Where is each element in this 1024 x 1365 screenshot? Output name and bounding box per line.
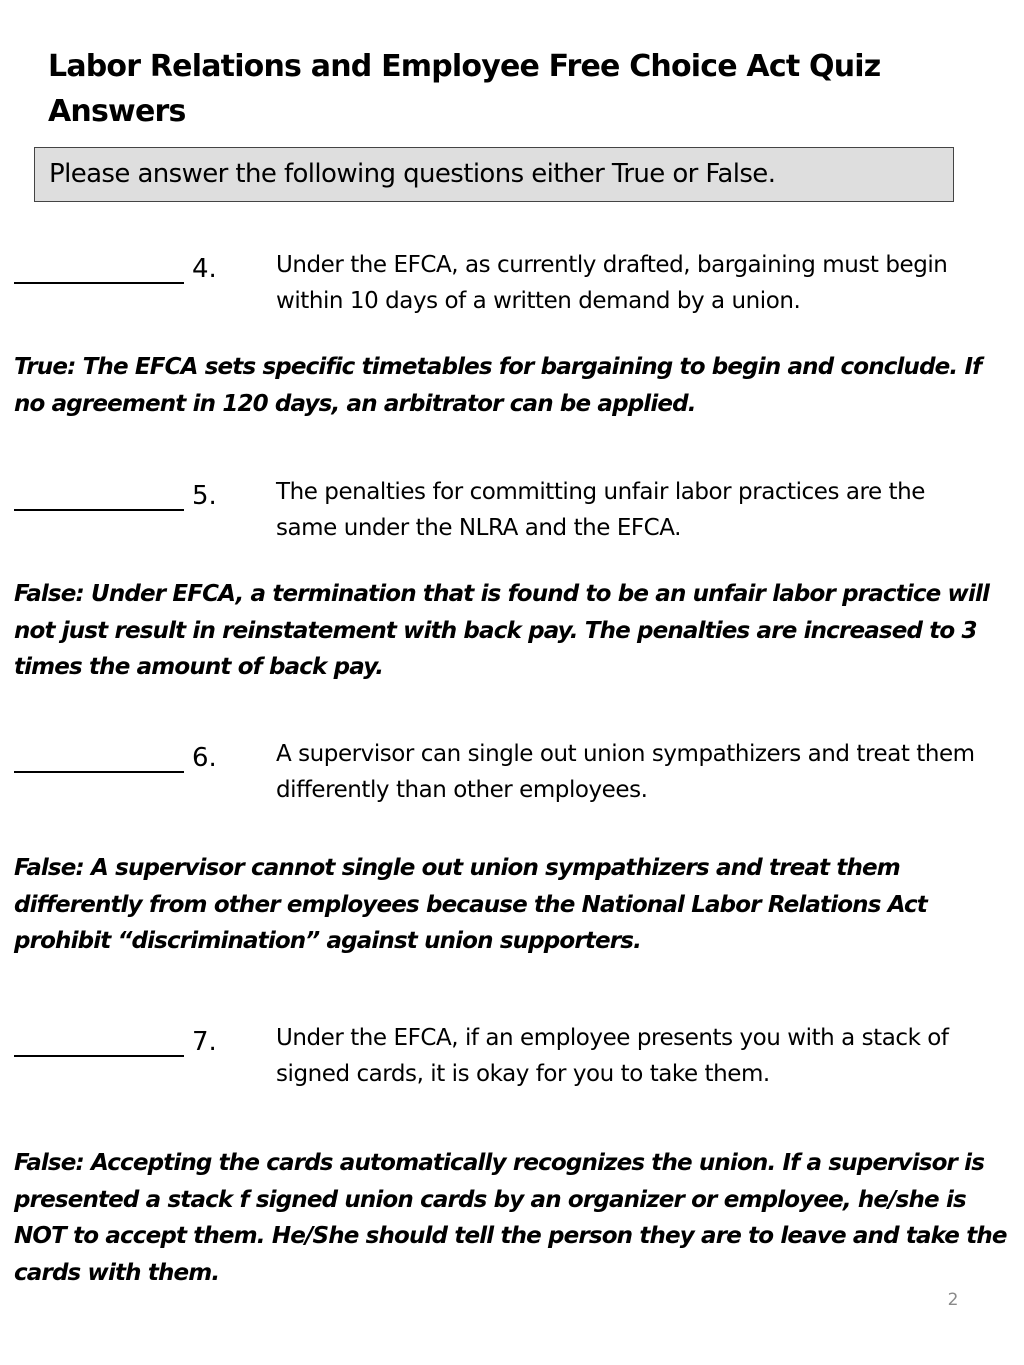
answer-blank-q4 [14,282,184,284]
page-number: 2 [947,1290,959,1310]
answer-blank-q5 [14,509,184,511]
answer-explanation-q5: False: Under EFCA, a termination that is found to be an unfair labor practice will not just result in reinstatement with back pay. The penalties are increased to 3 times the amount of back pay. [14,581,990,680]
instructions-box [34,147,954,202]
answer-explanation-q7: False: Accepting the cards automatically recognizes the union. If a supervisor is presented a stack f signed union cards by an organizer or employee, he/she is NOT to accept them. He/She should tell the person they are to leave and take the cards with them. [14,1150,1007,1286]
question-number-q7: 7. [192,1027,217,1057]
question-number-q6: 6. [192,743,217,773]
question-number-q5: 5. [192,481,217,511]
question-number-q4: 4. [192,254,217,284]
question-text-q7: Under the EFCA, if an employee presents you with a stack of signed cards, it is okay for you to take them. [276,1025,949,1087]
question-text-q6: A supervisor can single out union sympathizers and treat them differently than other employees. [276,741,975,803]
question-text-q4: Under the EFCA, as currently drafted, bargaining must begin within 10 days of a written demand by a union. [276,252,948,314]
answer-explanation-q6: False: A supervisor cannot single out union sympathizers and treat them differently from other employees because the National Labor Relations Act prohibit “discrimination” against union supporters. [14,855,927,954]
instructions-text: Please answer the following questions either True or False. [49,159,776,189]
answer-blank-q6 [14,771,184,773]
page-title: Labor Relations and Employee Free Choice Act Quiz Answers [48,49,881,129]
answer-blank-q7 [14,1055,184,1057]
question-text-q5: The penalties for committing unfair labor practices are the same under the NLRA and the EFCA. [276,479,925,541]
answer-explanation-q4: True: The EFCA sets specific timetables for bargaining to begin and conclude. If no agreement in 120 days, an arbitrator can be applied. [14,354,982,417]
